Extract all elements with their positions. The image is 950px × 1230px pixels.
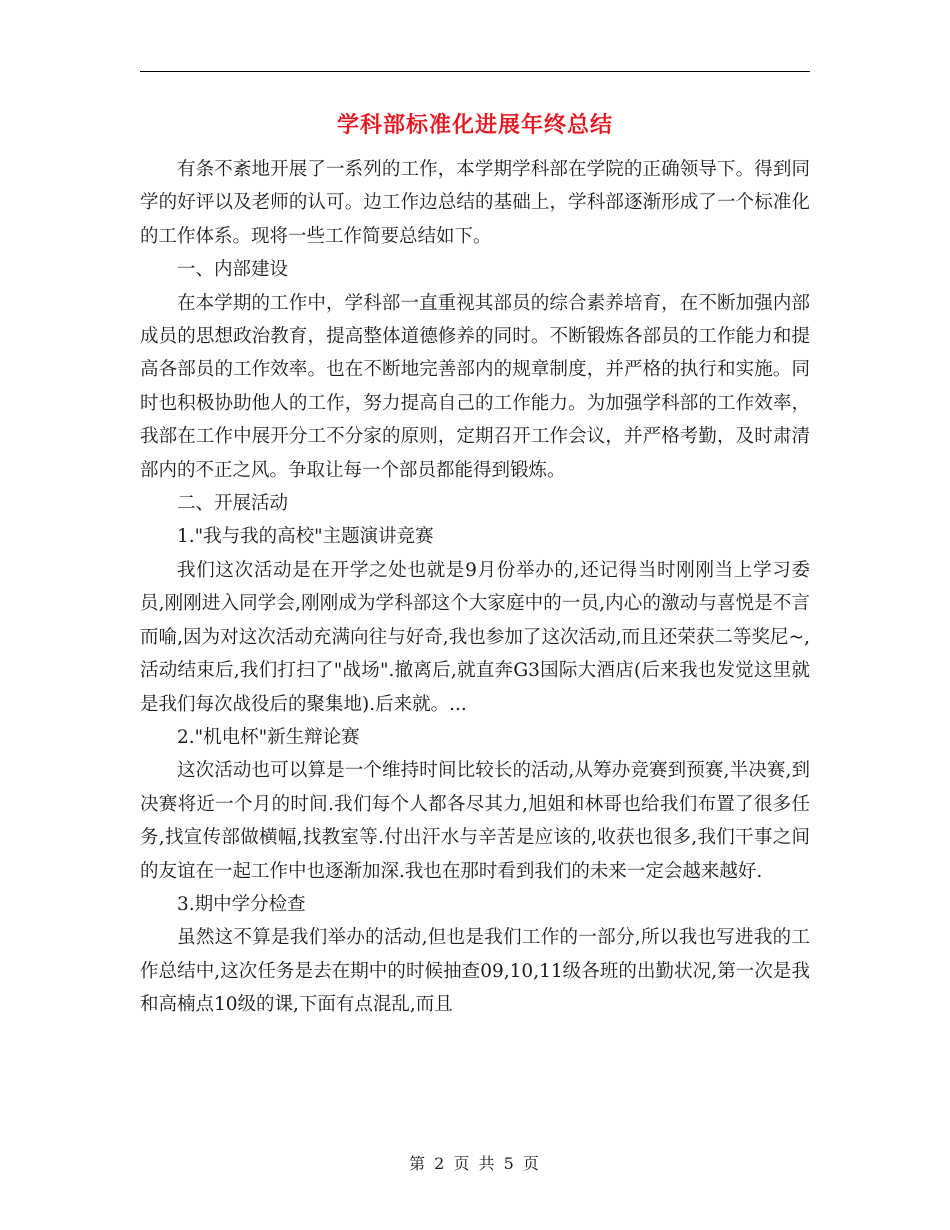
paragraph-activity-1: 我们这次活动是在开学之处也就是9月份举办的,还记得当时刚刚当上学习委员,刚刚进入同学会,刚刚成为学科部这个大家庭中的一员,内心的激动与喜悦是不言而喻,因为对这次活动充满向往与好奇,我也参加了这次活动,而且还荣获二等奖尼~,活动结束后,我们打扫了"战场".撤离后,就直奔G3国际大酒店(后来我也发觉这里就是我们每次战役后的聚集地).后来就。... [140,559,810,715]
header-rule [140,71,810,72]
activity-heading-2: 2."机电杯"新生辩论赛 [177,726,360,748]
activity-heading-3: 3.期中学分检查 [177,893,306,915]
paragraph-intro: 有条不紊地开展了一系列的工作，本学期学科部在学院的正确领导下。得到同学的好评以及老师的认可。边工作边总结的基础上，学科部逐渐形成了一个标准化的工作体系。现将一些工作简要总结如下。 [140,159,810,247]
activity-heading-1: 1."我与我的高校"主题演讲竞赛 [177,526,434,548]
section-heading-activities: 二、开展活动 [177,493,289,515]
paragraph-activity-2: 这次活动也可以算是一个维持时间比较长的活动,从筹办竞赛到预赛,半决赛,到决赛将近一个月的时间.我们每个人都各尽其力,旭姐和林哥也给我们布置了很多任务,找宣传部做横幅,找教室等.付出汗水与辛苦是应该的,收获也很多,我们干事之间的友谊在一起工作中也逐渐加深.我也在那时看到我们的未来一定会越来越好. [140,760,810,882]
section-heading-internal: 一、内部建设 [177,259,289,281]
document-title: 学科部标准化进展年终总结 [336,112,613,138]
document-body [140,153,810,1022]
paragraph-activity-3: 虽然这不算是我们举办的活动,但也是我们工作的一部分,所以我也写进我的工作总结中,这次任务是去在期中的时候抽查09,10,11级各班的出勤状况,第一次是我和高楠点10级的课,下面有点混乱,而且 [140,927,810,1016]
page-number: 第 2 页 共 5 页 [409,1154,541,1173]
paragraph-internal: 在本学期的工作中，学科部一直重视其部员的综合素养培育，在不断加强内部成员的思想政治教育，提高整体道德修养的同时。不断锻炼各部员的工作能力和提高各部员的工作效率。也在不断地完善部内的规章制度，并严格的执行和实施。同时也积极协助他人的工作，努力提高自己的工作能力。为加强学科部的工作效率，我部在工作中展开分工不分家的原则，定期召开工作会议，并严格考勤，及时肃清部内的不正之风。争取让每一个部员都能得到锻炼。 [140,292,810,481]
